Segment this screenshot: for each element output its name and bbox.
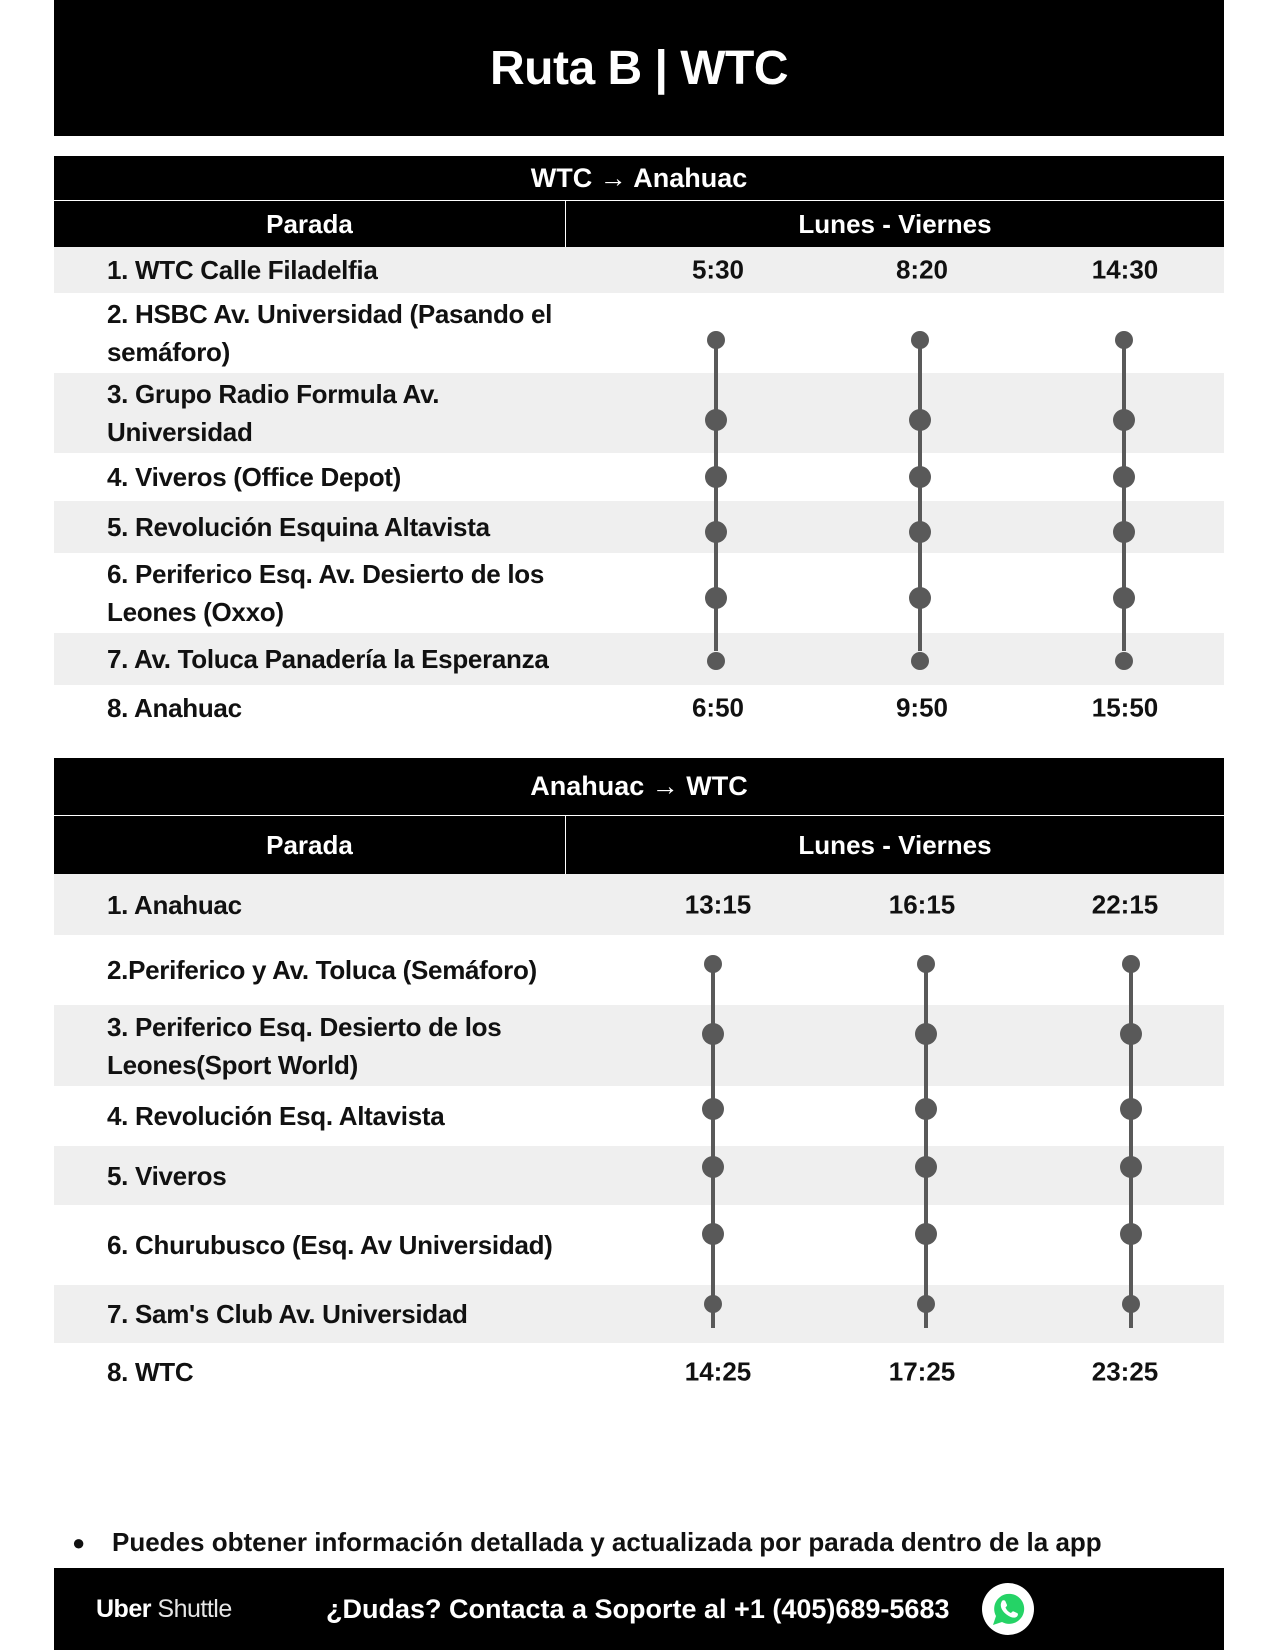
info-note — [72, 1527, 1222, 1558]
departure-time: 8:20 — [895, 254, 949, 285]
stop-name: 1. Anahuac — [107, 889, 242, 920]
brand-uber: Uber — [96, 1594, 151, 1623]
departure-time: 13:15 — [684, 889, 752, 919]
stop-name: 1. WTC Calle Filadelfia — [107, 255, 378, 285]
header-days: Lunes - Viernes — [798, 208, 992, 239]
arrival-time: 9:50 — [895, 692, 949, 723]
table-row — [54, 633, 1224, 685]
footer — [54, 1568, 1224, 1650]
stops-table — [54, 874, 1224, 1401]
route-section-wtc-anahuac — [54, 156, 1224, 731]
table-row — [54, 501, 1224, 553]
arrival-time: 14:25 — [684, 1356, 752, 1387]
brand-logo — [96, 1595, 326, 1624]
header-stop: Parada — [54, 201, 566, 247]
table-row — [54, 1343, 1224, 1401]
stop-name: 5. Viveros — [107, 1160, 227, 1191]
whatsapp-icon[interactable] — [981, 1582, 1035, 1636]
route-direction: Anahuac → WTC — [54, 758, 1224, 816]
table-header — [54, 816, 1224, 874]
arrival-time: 23:25 — [1091, 1356, 1159, 1387]
table-row — [54, 553, 1224, 633]
route-section-anahuac-wtc — [54, 758, 1224, 1401]
page-title: Ruta B | WTC — [54, 0, 1224, 136]
stop-name: 7. Av. Toluca Panadería la Esperanza — [107, 644, 549, 674]
stop-name: 3. Grupo Radio Formula Av. Universidad — [107, 379, 440, 447]
arrival-time: 6:50 — [691, 692, 745, 723]
table-row — [54, 1005, 1224, 1086]
table-row — [54, 247, 1224, 293]
stop-name: 5. Revolución Esquina Altavista — [107, 512, 490, 542]
table-row — [54, 453, 1224, 501]
table-row — [54, 935, 1224, 1005]
stop-name: 4. Revolución Esq. Altavista — [107, 1101, 445, 1131]
stop-name: 2.Periferico y Av. Toluca (Semáforo) — [107, 955, 537, 985]
table-row — [54, 685, 1224, 731]
table-row — [54, 373, 1224, 453]
stop-name: 4. Viveros (Office Depot) — [107, 462, 401, 492]
stop-name: 8. WTC — [107, 1357, 194, 1387]
stop-name: 8. Anahuac — [107, 693, 242, 723]
arrival-time: 15:50 — [1091, 692, 1159, 723]
departure-time: 14:30 — [1091, 254, 1159, 285]
table-row — [54, 1146, 1224, 1205]
header-stop: Parada — [54, 816, 566, 874]
table-row — [54, 874, 1224, 935]
support-contact[interactable]: ¿Dudas? Contacta a Soporte al +1 (405)689-5683 — [326, 1593, 950, 1624]
table-row — [54, 1086, 1224, 1146]
departure-time: 16:15 — [888, 889, 956, 919]
arrival-time: 17:25 — [888, 1356, 956, 1387]
stop-name: 6. Churubusco (Esq. Av Universidad) — [107, 1230, 553, 1260]
table-row — [54, 293, 1224, 373]
stops-table — [54, 247, 1224, 731]
brand-shuttle: Shuttle — [150, 1594, 232, 1623]
departure-time: 5:30 — [691, 254, 745, 285]
table-row — [54, 1285, 1224, 1343]
bullet-icon: ● — [72, 1529, 86, 1555]
stop-name: 6. Periferico Esq. Av. Desierto de los Leones (Oxxo) — [107, 559, 545, 627]
stop-name: 2. HSBC Av. Universidad (Pasando el semáforo) — [107, 299, 553, 367]
note-text: Puedes obtener información detallada y actualizada por parada dentro de la app — [112, 1527, 1102, 1557]
stop-name: 3. Periferico Esq. Desierto de los Leones(Sport World) — [107, 1011, 502, 1080]
stop-name: 7. Sam's Club Av. Universidad — [107, 1299, 468, 1329]
table-row — [54, 1205, 1224, 1285]
departure-time: 22:15 — [1091, 889, 1159, 919]
route-direction: WTC → Anahuac — [54, 156, 1224, 201]
table-header — [54, 201, 1224, 247]
header-days: Lunes - Viernes — [798, 829, 992, 860]
